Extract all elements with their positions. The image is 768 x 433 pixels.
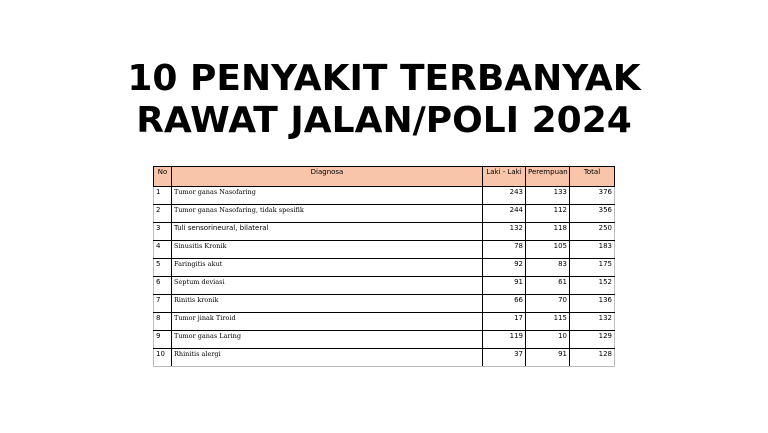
table-header-row [154, 167, 615, 187]
cell-diagnosa: Sinusitis Kronik [172, 241, 483, 259]
cell-perempuan: 112 [526, 205, 570, 223]
cell-total: 129 [570, 331, 615, 349]
cell-perempuan: 61 [526, 277, 570, 295]
cell-no: 6 [154, 277, 172, 295]
cell-laki: 119 [483, 331, 526, 349]
cell-perempuan: 118 [526, 223, 570, 241]
table-row [154, 349, 615, 367]
cell-laki: 244 [483, 205, 526, 223]
cell-laki: 37 [483, 349, 526, 367]
table-row [154, 205, 615, 223]
cell-total: 152 [570, 277, 615, 295]
cell-perempuan: 115 [526, 313, 570, 331]
cell-total: 136 [570, 295, 615, 313]
page-title [0, 58, 768, 142]
column-header-diagnosa: Diagnosa [172, 167, 483, 187]
cell-no: 2 [154, 205, 172, 223]
cell-total: 132 [570, 313, 615, 331]
cell-no: 9 [154, 331, 172, 349]
cell-laki: 17 [483, 313, 526, 331]
cell-total: 250 [570, 223, 615, 241]
cell-no: 7 [154, 295, 172, 313]
cell-no: 5 [154, 259, 172, 277]
table-row [154, 223, 615, 241]
column-header-total: Total [570, 167, 615, 187]
column-header-laki: Laki - Laki [483, 167, 526, 187]
table-row [154, 277, 615, 295]
cell-perempuan: 83 [526, 259, 570, 277]
title-line-2: RAWAT JALAN/POLI 2024 [136, 100, 632, 141]
cell-total: 183 [570, 241, 615, 259]
cell-diagnosa: Tumor ganas Nasofaring [172, 187, 483, 205]
table-row [154, 241, 615, 259]
table-row [154, 187, 615, 205]
table-row [154, 259, 615, 277]
cell-diagnosa: Septum deviasi [172, 277, 483, 295]
cell-laki: 78 [483, 241, 526, 259]
cell-perempuan: 105 [526, 241, 570, 259]
table-row [154, 295, 615, 313]
cell-diagnosa: Tumor ganas Laring [172, 331, 483, 349]
cell-no: 8 [154, 313, 172, 331]
cell-no: 4 [154, 241, 172, 259]
cell-no: 3 [154, 223, 172, 241]
cell-total: 356 [570, 205, 615, 223]
cell-diagnosa: Rhinitis alergi [172, 349, 483, 367]
cell-diagnosa: Tumor jinak Tiroid [172, 313, 483, 331]
cell-perempuan: 10 [526, 331, 570, 349]
cell-diagnosa: Faringitis akut [172, 259, 483, 277]
cell-perempuan: 70 [526, 295, 570, 313]
table-row [154, 331, 615, 349]
cell-diagnosa: Tumor ganas Nasofaring, tidak spesifik [172, 205, 483, 223]
cell-total: 128 [570, 349, 615, 367]
title-line-1: 10 PENYAKIT TERBANYAK [127, 58, 641, 99]
column-header-no: No [154, 167, 172, 187]
cell-laki: 66 [483, 295, 526, 313]
cell-no: 1 [154, 187, 172, 205]
cell-perempuan: 91 [526, 349, 570, 367]
cell-diagnosa: Rinitis kronik [172, 295, 483, 313]
cell-laki: 132 [483, 223, 526, 241]
cell-laki: 91 [483, 277, 526, 295]
disease-table [153, 166, 615, 367]
column-header-perempuan: Perempuan [526, 167, 570, 187]
cell-total: 376 [570, 187, 615, 205]
disease-table-container [153, 166, 614, 367]
cell-no: 10 [154, 349, 172, 367]
cell-perempuan: 133 [526, 187, 570, 205]
cell-diagnosa: Tuli sensorineural, bilateral [172, 223, 483, 241]
cell-total: 175 [570, 259, 615, 277]
cell-laki: 92 [483, 259, 526, 277]
table-row [154, 313, 615, 331]
cell-laki: 243 [483, 187, 526, 205]
